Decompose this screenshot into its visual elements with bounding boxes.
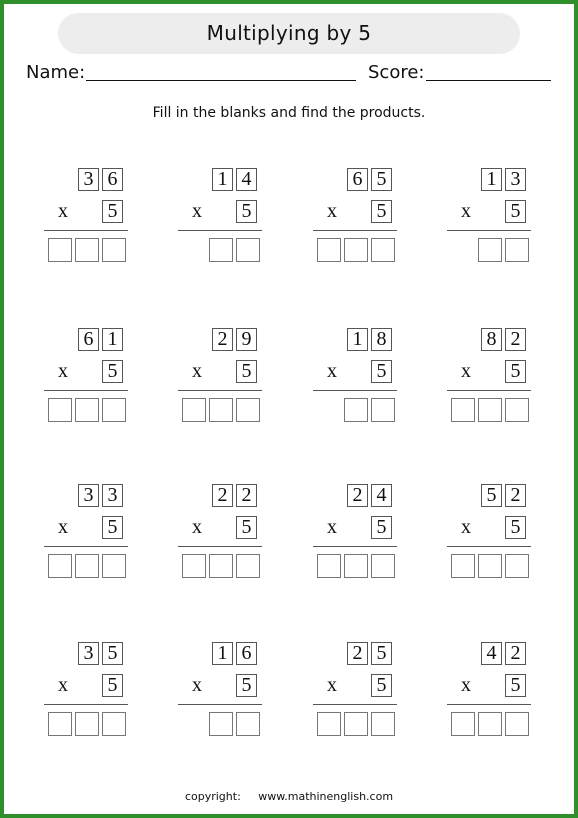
times-sign: x [461, 516, 471, 538]
top-digit: 6 [236, 642, 257, 665]
multiplier-digit: 5 [102, 674, 123, 697]
multiplier-digit: 5 [505, 516, 526, 539]
answer-box[interactable] [344, 554, 368, 578]
problem-11 [311, 478, 421, 588]
answer-rule [447, 390, 531, 391]
top-digit: 3 [102, 484, 123, 507]
answer-box[interactable] [236, 398, 260, 422]
answer-box[interactable] [371, 712, 395, 736]
times-sign: x [192, 674, 202, 696]
times-sign: x [192, 200, 202, 222]
answer-box[interactable] [371, 238, 395, 262]
multiplier-digit: 5 [371, 674, 392, 697]
answer-box[interactable] [236, 554, 260, 578]
answer-box[interactable] [371, 398, 395, 422]
answer-rule [178, 546, 262, 547]
top-digit: 5 [371, 168, 392, 191]
top-digit: 2 [505, 328, 526, 351]
times-sign: x [461, 360, 471, 382]
answer-rule [44, 230, 128, 231]
problem-13 [42, 636, 152, 746]
worksheet [4, 4, 574, 814]
problem-15 [311, 636, 421, 746]
top-digit: 3 [78, 642, 99, 665]
problem-12 [445, 478, 555, 588]
answer-rule [313, 390, 397, 391]
multiplier-digit: 5 [371, 360, 392, 383]
top-digit: 2 [505, 642, 526, 665]
answer-box[interactable] [478, 554, 502, 578]
top-digit: 5 [102, 642, 123, 665]
problem-14 [176, 636, 286, 746]
top-digit: 8 [481, 328, 502, 351]
problem-10 [176, 478, 286, 588]
multiplier-digit: 5 [236, 516, 257, 539]
footer [4, 790, 574, 803]
answer-box[interactable] [48, 712, 72, 736]
multiplier-digit: 5 [102, 516, 123, 539]
answer-box[interactable] [102, 398, 126, 422]
times-sign: x [192, 360, 202, 382]
score-label: Score: [368, 62, 425, 83]
answer-box[interactable] [48, 398, 72, 422]
multiplier-digit: 5 [505, 200, 526, 223]
problem-3 [311, 162, 421, 272]
top-digit: 2 [212, 328, 233, 351]
answer-box[interactable] [209, 712, 233, 736]
answer-box[interactable] [102, 712, 126, 736]
answer-rule [178, 704, 262, 705]
problem-6 [176, 322, 286, 432]
answer-box[interactable] [451, 398, 475, 422]
top-digit: 3 [505, 168, 526, 191]
problem-8 [445, 322, 555, 432]
answer-box[interactable] [75, 398, 99, 422]
top-digit: 1 [212, 168, 233, 191]
answer-box[interactable] [317, 554, 341, 578]
answer-box[interactable] [209, 554, 233, 578]
answer-rule [447, 704, 531, 705]
multiplier-digit: 5 [371, 200, 392, 223]
top-digit: 6 [347, 168, 368, 191]
top-digit: 5 [371, 642, 392, 665]
page-title: Multiplying by 5 [58, 13, 520, 54]
top-digit: 4 [371, 484, 392, 507]
top-digit: 3 [78, 484, 99, 507]
problem-4 [445, 162, 555, 272]
answer-rule [313, 230, 397, 231]
answer-box[interactable] [478, 238, 502, 262]
answer-rule [178, 390, 262, 391]
answer-box[interactable] [182, 554, 206, 578]
answer-box[interactable] [75, 238, 99, 262]
answer-box[interactable] [209, 398, 233, 422]
answer-rule [44, 390, 128, 391]
times-sign: x [327, 674, 337, 696]
name-label: Name: [26, 62, 86, 83]
top-digit: 2 [347, 484, 368, 507]
top-digit: 2 [505, 484, 526, 507]
answer-rule [447, 230, 531, 231]
answer-rule [447, 546, 531, 547]
answer-box[interactable] [236, 238, 260, 262]
answer-box[interactable] [371, 554, 395, 578]
answer-box[interactable] [75, 554, 99, 578]
answer-box[interactable] [505, 554, 529, 578]
times-sign: x [327, 360, 337, 382]
multiplier-digit: 5 [236, 360, 257, 383]
score-field[interactable] [426, 80, 551, 81]
answer-box[interactable] [317, 238, 341, 262]
top-digit: 2 [212, 484, 233, 507]
problem-2 [176, 162, 286, 272]
name-field[interactable] [86, 80, 356, 81]
answer-rule [44, 546, 128, 547]
top-digit: 6 [102, 168, 123, 191]
answer-box[interactable] [505, 238, 529, 262]
multiplier-digit: 5 [236, 200, 257, 223]
answer-box[interactable] [102, 554, 126, 578]
multiplier-digit: 5 [102, 360, 123, 383]
times-sign: x [192, 516, 202, 538]
answer-box[interactable] [48, 238, 72, 262]
multiplier-digit: 5 [236, 674, 257, 697]
multiplier-digit: 5 [505, 360, 526, 383]
answer-box[interactable] [451, 554, 475, 578]
answer-box[interactable] [182, 398, 206, 422]
times-sign: x [461, 674, 471, 696]
problem-1 [42, 162, 152, 272]
answer-box[interactable] [102, 238, 126, 262]
times-sign: x [327, 200, 337, 222]
answer-rule [44, 704, 128, 705]
answer-rule [178, 230, 262, 231]
top-digit: 1 [347, 328, 368, 351]
answer-rule [313, 704, 397, 705]
times-sign: x [58, 516, 68, 538]
multiplier-digit: 5 [102, 200, 123, 223]
answer-box[interactable] [478, 398, 502, 422]
answer-box[interactable] [505, 398, 529, 422]
top-digit: 5 [481, 484, 502, 507]
problem-7 [311, 322, 421, 432]
top-digit: 1 [481, 168, 502, 191]
website-link[interactable]: www.mathinenglish.com [258, 790, 394, 803]
times-sign: x [58, 360, 68, 382]
answer-box[interactable] [505, 712, 529, 736]
top-digit: 2 [236, 484, 257, 507]
problem-16 [445, 636, 555, 746]
answer-box[interactable] [344, 398, 368, 422]
answer-box[interactable] [209, 238, 233, 262]
answer-box[interactable] [317, 712, 341, 736]
times-sign: x [58, 674, 68, 696]
top-digit: 6 [78, 328, 99, 351]
multiplier-digit: 5 [505, 674, 526, 697]
times-sign: x [461, 200, 471, 222]
top-digit: 3 [78, 168, 99, 191]
top-digit: 2 [347, 642, 368, 665]
copyright-label: copyright: [184, 790, 241, 803]
top-digit: 9 [236, 328, 257, 351]
problem-5 [42, 322, 152, 432]
times-sign: x [327, 516, 337, 538]
times-sign: x [58, 200, 68, 222]
multiplier-digit: 5 [371, 516, 392, 539]
answer-box[interactable] [236, 712, 260, 736]
problem-9 [42, 478, 152, 588]
answer-box[interactable] [344, 238, 368, 262]
instructions: Fill in the blanks and find the products. [152, 105, 426, 121]
answer-box[interactable] [344, 712, 368, 736]
answer-box[interactable] [478, 712, 502, 736]
top-digit: 8 [371, 328, 392, 351]
answer-box[interactable] [48, 554, 72, 578]
answer-box[interactable] [451, 712, 475, 736]
answer-box[interactable] [75, 712, 99, 736]
top-digit: 1 [212, 642, 233, 665]
top-digit: 4 [236, 168, 257, 191]
answer-rule [313, 546, 397, 547]
top-digit: 1 [102, 328, 123, 351]
top-digit: 4 [481, 642, 502, 665]
